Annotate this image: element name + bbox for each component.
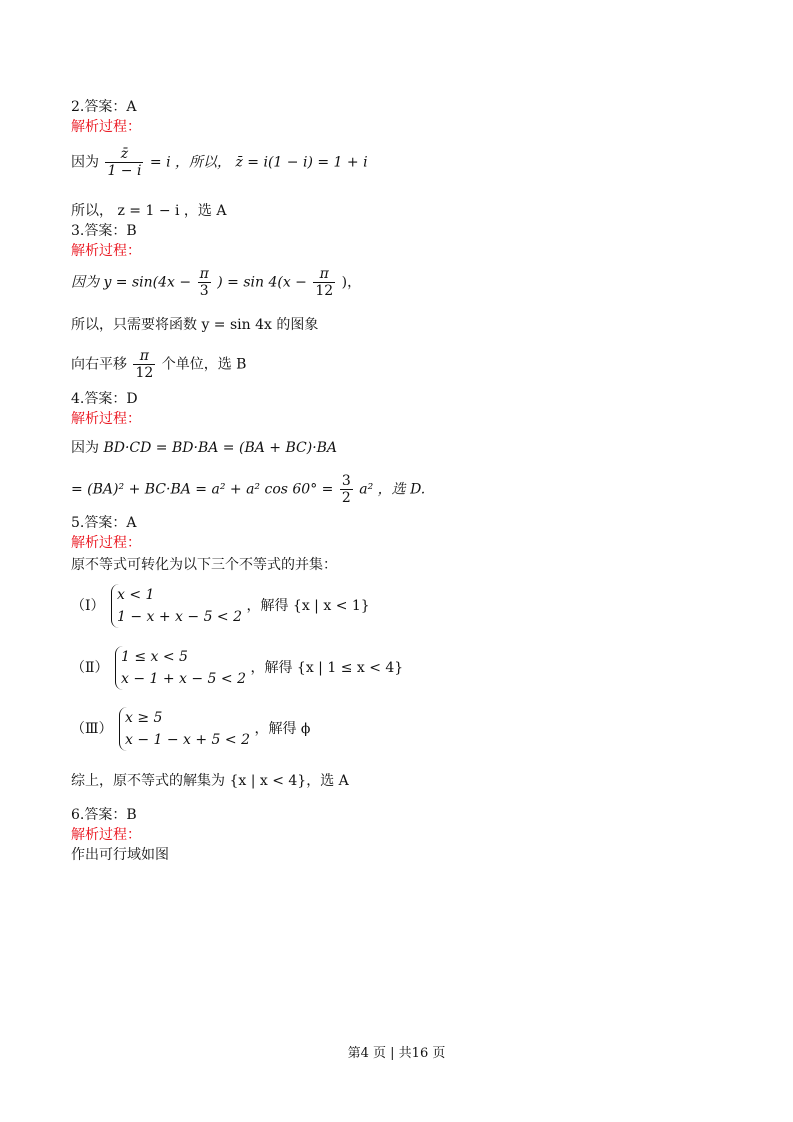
q3-fraction-3-num: π bbox=[133, 348, 155, 365]
q3-fraction-2 bbox=[313, 266, 335, 299]
q5-answer: 5.答案：A bbox=[71, 515, 137, 531]
q5-case-1-result: ，解得 {x | x < 1} bbox=[246, 598, 370, 614]
q5-case-3-row2: x − 1 − x + 5 < 2 bbox=[124, 732, 251, 748]
q5-case-2-row2: x − 1 + x − 5 < 2 bbox=[120, 671, 247, 687]
q3-line1-a: 因为 y = sin(4x − bbox=[71, 274, 192, 291]
q3-line3 bbox=[71, 348, 246, 381]
q3-answer: 3.答案：B bbox=[71, 223, 137, 239]
q5-case-3 bbox=[71, 707, 310, 751]
q2-analysis-heading: 解析过程： bbox=[71, 119, 141, 135]
q3-line1-b: ) = sin 4(x − bbox=[217, 274, 307, 291]
q5-case-3-system bbox=[119, 707, 250, 751]
q5-case-2-label: （Ⅱ） bbox=[71, 660, 109, 676]
q5-case-2 bbox=[71, 646, 403, 690]
q2-line1-rest: = i ，所以， z̄ = i(1 − i) = 1 + i bbox=[149, 154, 368, 171]
q2-line1-prefix: 因为 bbox=[71, 154, 99, 171]
q3-fraction-3 bbox=[133, 348, 155, 381]
q4-fraction-num: 3 bbox=[341, 473, 351, 489]
q3-line3-a: 向右平移 bbox=[71, 356, 127, 373]
q2-fraction bbox=[105, 146, 143, 179]
q4-line1 bbox=[71, 439, 337, 457]
q4-analysis-heading: 解析过程： bbox=[71, 411, 141, 427]
q3-line1 bbox=[71, 266, 361, 299]
q3-fraction-1-den: 3 bbox=[199, 283, 209, 299]
q3-fraction-3-den: 12 bbox=[135, 365, 154, 381]
q6-analysis-heading: 解析过程： bbox=[71, 827, 141, 843]
q2-fraction-den: 1 − i bbox=[107, 163, 142, 179]
q5-case-2-row1: 1 ≤ x < 5 bbox=[120, 649, 188, 665]
q5-case-3-row1: x ≥ 5 bbox=[124, 710, 163, 726]
q4-line2-a: = (BA)² + BC·BA = a² + a² cos 60° = bbox=[71, 481, 334, 498]
q5-case-1-row2: 1 − x + x − 5 < 2 bbox=[116, 609, 243, 625]
q6-answer: 6.答案：B bbox=[71, 807, 137, 823]
q2-fraction-num: z̄ bbox=[105, 146, 143, 163]
q3-fraction-1-num: π bbox=[199, 266, 209, 282]
q3-fraction-1 bbox=[198, 266, 211, 299]
q4-line2 bbox=[71, 473, 425, 506]
q5-case-1-label: （Ⅰ） bbox=[71, 598, 105, 614]
q2-line1 bbox=[71, 146, 368, 179]
q5-conclusion: 综上，原不等式的解集为 {x | x < 4}，选 A bbox=[71, 773, 349, 789]
q6-line1: 作出可行域如图 bbox=[71, 847, 169, 863]
q3-line2: 所以，只需要将函数 y = sin 4x 的图象 bbox=[71, 317, 319, 333]
q5-analysis-heading: 解析过程： bbox=[71, 535, 141, 551]
page-footer: 第4 页 | 共16 页 bbox=[347, 1046, 446, 1061]
q3-fraction-2-num: π bbox=[313, 266, 335, 283]
q5-case-3-label: （Ⅲ） bbox=[71, 721, 113, 737]
q4-line1-math: BD·CD = BD·BA = (BA + BC)·BA bbox=[103, 440, 338, 456]
q4-fraction bbox=[340, 473, 353, 506]
q3-line3-b: 个单位，选 B bbox=[161, 356, 247, 373]
q5-case-3-result: ，解得 ϕ bbox=[254, 721, 311, 737]
q5-case-1-system bbox=[111, 584, 242, 628]
q5-case-2-system bbox=[115, 646, 246, 690]
q2-line2: 所以， z = 1 − i ，选 A bbox=[71, 203, 227, 219]
q5-case-2-result: ，解得 {x | 1 ≤ x < 4} bbox=[250, 660, 404, 676]
q4-line1-prefix: 因为 bbox=[71, 440, 99, 456]
q5-intro: 原不等式可转化为以下三个不等式的并集： bbox=[71, 557, 337, 573]
q3-line1-c: )， bbox=[341, 274, 362, 291]
q5-case-1 bbox=[71, 584, 370, 628]
q5-case-1-row1: x < 1 bbox=[116, 587, 155, 603]
q4-line2-b: a² ，选 D. bbox=[359, 481, 426, 498]
q4-fraction-den: 2 bbox=[341, 490, 351, 506]
q4-answer: 4.答案：D bbox=[71, 391, 138, 407]
q3-fraction-2-den: 12 bbox=[315, 283, 334, 299]
q2-answer: 2.答案：A bbox=[71, 99, 137, 115]
q3-analysis-heading: 解析过程： bbox=[71, 243, 141, 259]
